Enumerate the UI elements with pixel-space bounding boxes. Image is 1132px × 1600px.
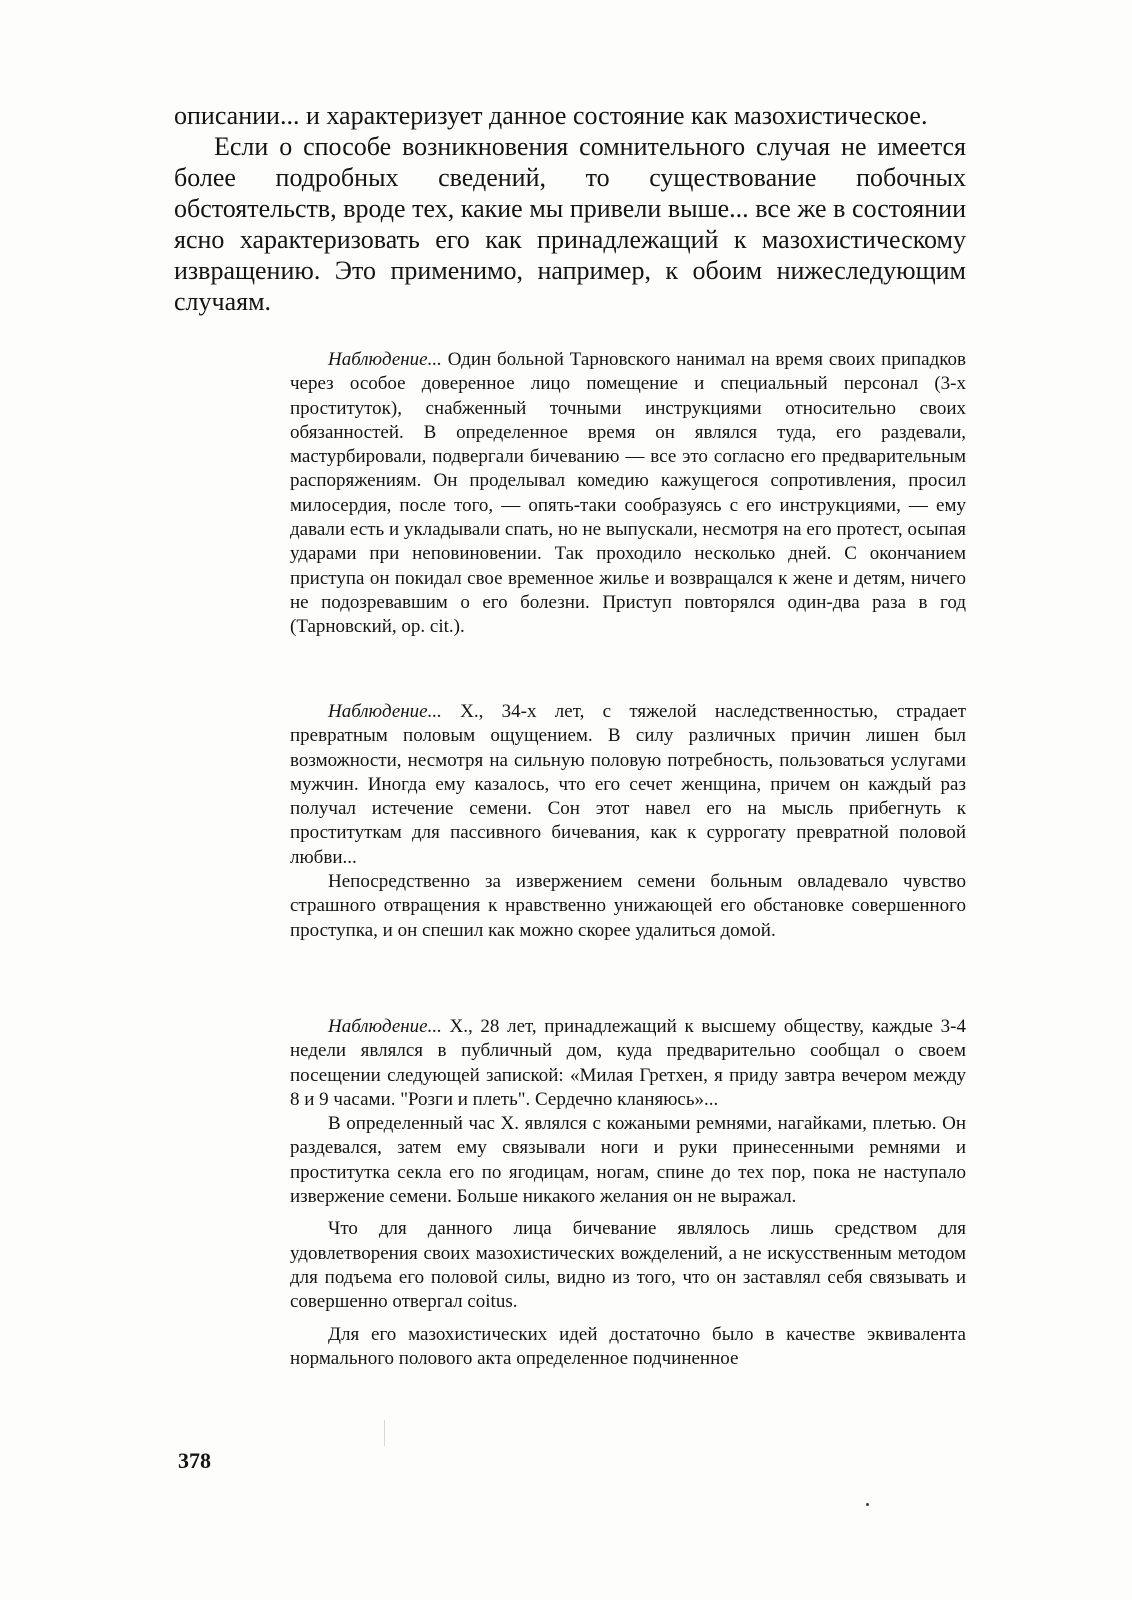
observation-continuation: Что для данного лица бичевание являлось лишь средством для удовлетворения своих мазохистических вожделений, а не искусственным методом для подъема его половой силы, видно из того, что он заставлял себя связывать и совершенно отвергал coitus. (290, 1218, 966, 1313)
paragraph-intro: Если о способе возникновения сомнительного случая не имеется более подробных сведений, то существование побочных обстоятельств, вроде тех, какие мы привели выше... все же в состоянии ясно характеризовать его как принадлежащий к мазохистическому извращению. Это применимо, например, к обоим нижеследующим случаям. (174, 132, 966, 316)
main-text (174, 100, 966, 317)
scan-artifact-line (384, 1420, 385, 1446)
observation-continuation: Непосредственно за извержением семени больным овладевало чувство страшного отвращения к нравственно унижающей его обстановке совершенного проступка, и он спешил как можно скорее удалиться домой. (290, 871, 966, 941)
observation-continuation: В определенный час X. являлся с кожаными ремнями, нагайками, плетью. Он раздевался, затем ему связывали ноги и руки принесенными ремнями и проститутка секла его по ягодицам, ногам, спине до тех пор, пока не наступало извержение семени. Больше никакого желания он не выражал. (290, 1113, 966, 1208)
observation-heading: Наблюдение... (328, 701, 442, 722)
observation-heading: Наблюдение... (328, 349, 442, 370)
paragraph-continuation: описании... и характеризует данное состояние как мазохистическое. (174, 101, 928, 130)
observation-paragraph (290, 700, 966, 870)
observation-2 (290, 700, 966, 943)
observation-3 (290, 1015, 966, 1371)
observation-paragraph (290, 1015, 966, 1112)
observation-heading: Наблюдение... (328, 1016, 442, 1037)
observation-text: X., 34-х лет, с тяжелой наследственностью, страдает превратным половым ощущением. В силу различных причин лишен был возможности, несмотря на сильную половую потребность, пользоваться услугами мужчин. Иногда ему казалось, что его сечет женщина, причем он каждый раз получал истечение семени. Сон этот навел его на мысль прибегнуть к проституткам для пассивного бичевания, как к суррогату превратной половой любви... (290, 701, 966, 868)
observation-1 (290, 348, 966, 640)
page-number: 378 (178, 1448, 211, 1473)
observation-paragraph (290, 348, 966, 640)
observation-text: Один больной Тарновского нанимал на время своих припадков через особое доверенное лицо помещение и специальный персонал (3-х проституток), снабженный точными инструкциями относительно своих обязанностей. В определенное время он являлся туда, его раздевали, мастурбировали, подвергали бичеванию — все это согласно его предварительным распоряжениям. Он проделывал комедию кажущегося сопротивления, просил милосердия, после того, — опять-таки сообразуясь с его инструкциями, — ему давали есть и укладывали спать, но не выпускали, несмотря на его протест, осыпая ударами при неповиновении. Так проходило несколько дней. С окончанием приступа он покидал свое временное жилье и возвращался к жене и детям, ничего не подозревавшим о его болезни. Приступ повторялся один-два раза в год (Тарновский, op. cit.). (290, 349, 966, 638)
scan-speck (866, 1503, 869, 1506)
observation-continuation: Для его мазохистических идей достаточно было в качестве эквивалента нормального полового акта определенное подчиненное (290, 1323, 966, 1369)
observation-text: X., 28 лет, принадлежащий к высшему обществу, каждые 3-4 недели являлся в публичный дом, куда предварительно сообщал о своем посещении следующей запиской: «Милая Гретхен, я приду завтра вечером между 8 и 9 часами. "Розги и плеть". Сердечно кланяюсь»... (290, 1016, 966, 1110)
